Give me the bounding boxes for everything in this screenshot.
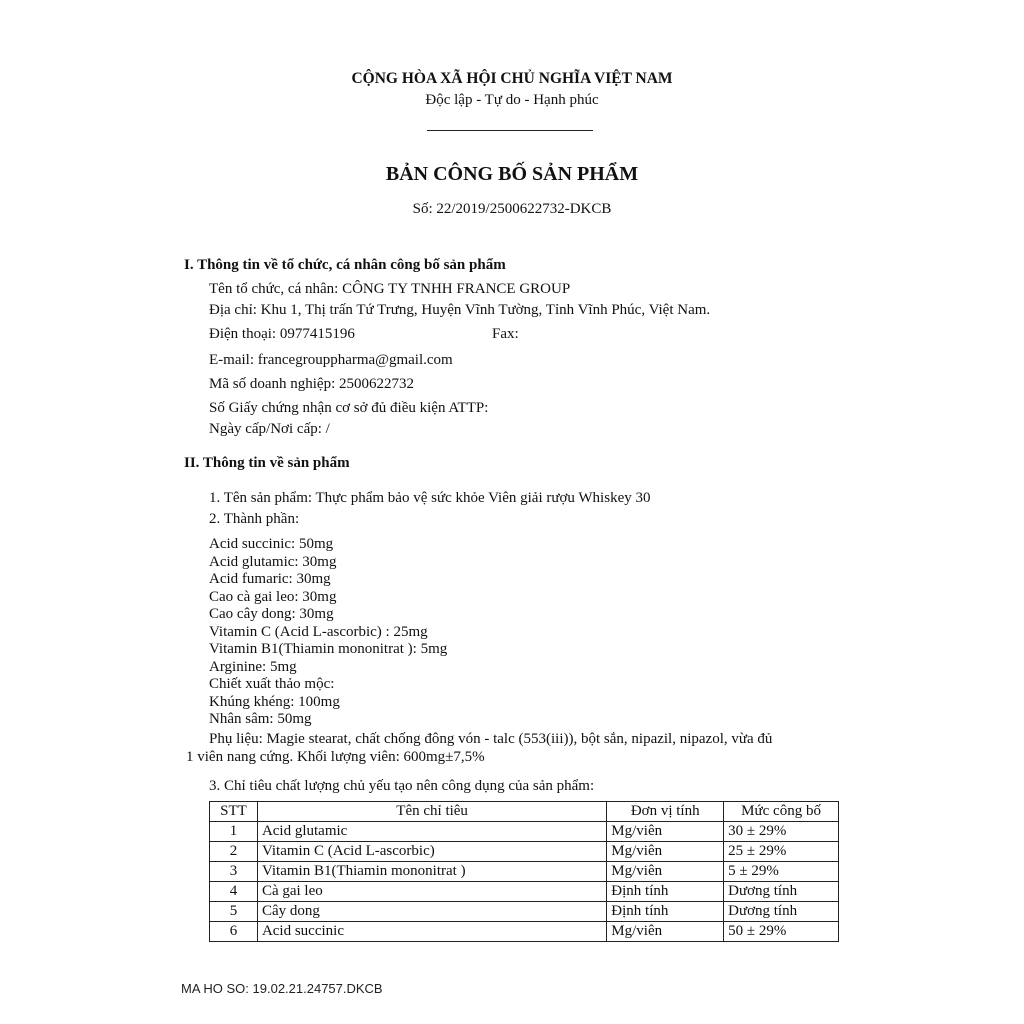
document-number: Số: 22/2019/2500622732-DKCB	[412, 201, 612, 217]
cell-level: 30 ± 29%	[724, 822, 839, 842]
motto: Độc lập - Tự do - Hạnh phúc	[425, 92, 599, 108]
cell-criterion: Cà gai leo	[257, 882, 606, 902]
address: Địa chỉ: Khu 1, Thị trấn Tứ Trưng, Huyện Vĩnh Tường, Tỉnh Vĩnh Phúc, Việt Nam.	[209, 302, 711, 318]
cell-unit: Định tính	[607, 902, 724, 922]
table-row	[210, 842, 839, 862]
cell-stt: 6	[210, 922, 258, 942]
ingredient-item: Vitamin C (Acid L-ascorbic) : 25mg	[209, 623, 428, 640]
cell-criterion: Vitamin C (Acid L-ascorbic)	[257, 842, 606, 862]
section-1-heading: I. Thông tin về tổ chức, cá nhân công bố sản phẩm	[184, 257, 506, 273]
phone: Điện thoại: 0977415196	[209, 326, 355, 342]
ingredient-item: Nhân sâm: 50mg	[209, 711, 312, 727]
cell-stt: 2	[210, 842, 258, 862]
column-header-unit: Đơn vị tính	[607, 802, 724, 822]
cell-stt: 3	[210, 862, 258, 882]
cell-criterion: Acid succinic	[257, 922, 606, 942]
ingredient-item: Khúng khéng: 100mg	[209, 693, 340, 710]
ingredient-item: Cao cây dong: 30mg	[209, 606, 334, 622]
cell-criterion: Vitamin B1(Thiamin mononitrat )	[257, 862, 606, 882]
fax: Fax:	[492, 326, 519, 342]
section-2-heading: II. Thông tin về sản phẩm	[184, 455, 350, 471]
table-row	[210, 922, 839, 942]
cell-level: Dương tính	[724, 882, 839, 902]
organization-name: Tên tổ chức, cá nhân: CÔNG TY TNHH FRANCE GROUP	[209, 281, 571, 297]
cell-level: 5 ± 29%	[724, 862, 839, 882]
column-header-declared-level: Mức công bố	[724, 802, 839, 822]
header-divider	[427, 130, 593, 131]
column-header-criterion: Tên chỉ tiêu	[257, 802, 606, 822]
cell-unit: Mg/viên	[607, 842, 724, 862]
column-header-stt: STT	[210, 802, 258, 822]
cell-unit: Mg/viên	[607, 822, 724, 842]
ingredient-item: Vitamin B1(Thiamin mononitrat ): 5mg	[209, 641, 448, 657]
cell-stt: 1	[210, 822, 258, 842]
ingredient-item: Acid glutamic: 30mg	[209, 553, 337, 570]
cell-stt: 5	[210, 902, 258, 922]
quality-heading: 3. Chỉ tiêu chất lượng chủ yếu tạo nên công dụng của sản phẩm:	[209, 778, 595, 794]
cell-unit: Mg/viên	[607, 922, 724, 942]
cell-level: 50 ± 29%	[724, 922, 839, 942]
ingredient-item: Arginine: 5mg	[209, 658, 297, 675]
cell-unit: Mg/viên	[607, 862, 724, 882]
cell-unit: Định tính	[607, 882, 724, 902]
cell-stt: 4	[210, 882, 258, 902]
food-safety-certificate: Số Giấy chứng nhận cơ sở đủ điều kiện ATTP:	[209, 400, 489, 416]
cell-criterion: Cây dong	[257, 902, 606, 922]
document-title: BẢN CÔNG BỐ SẢN PHẨM	[385, 163, 639, 185]
excipients-continued: 1 viên nang cứng. Khối lượng viên: 600mg±7,5%	[186, 749, 485, 765]
email: E-mail: francegrouppharma@gmail.com	[209, 352, 453, 368]
ingredient-item: Acid succinic: 50mg	[209, 536, 334, 552]
cell-criterion: Acid glutamic	[257, 822, 606, 842]
table-header-row	[210, 802, 839, 822]
ingredient-item: Acid fumaric: 30mg	[209, 571, 331, 587]
composition-heading: 2. Thành phần:	[209, 511, 300, 527]
excipients: Phụ liệu: Magie stearat, chất chống đông vón - talc (553(iii)), bột sắn, nipazil, nipazol, vừa đủ	[209, 731, 773, 747]
table-row	[210, 862, 839, 882]
quality-table	[209, 801, 839, 942]
ingredient-item: Cao cà gai leo: 30mg	[209, 588, 337, 605]
dossier-code: MA HO SO: 19.02.21.24757.DKCB	[181, 981, 383, 996]
table-row	[210, 902, 839, 922]
ingredient-item: Chiết xuất thảo mộc:	[209, 676, 335, 692]
nation-title: CỘNG HÒA XÃ HỘI CHỦ NGHĨA VIỆT NAM	[351, 70, 673, 87]
ingredient-list	[209, 536, 447, 729]
table-row	[210, 822, 839, 842]
cell-level: Dương tính	[724, 902, 839, 922]
tax-id: Mã số doanh nghiệp: 2500622732	[209, 376, 414, 392]
product-name: 1. Tên sản phẩm: Thực phẩm bảo vệ sức khỏe Viên giải rượu Whiskey 30	[209, 490, 651, 506]
table-row	[210, 882, 839, 902]
cell-level: 25 ± 29%	[724, 842, 839, 862]
issue-date-place: Ngày cấp/Nơi cấp: /	[209, 421, 330, 437]
